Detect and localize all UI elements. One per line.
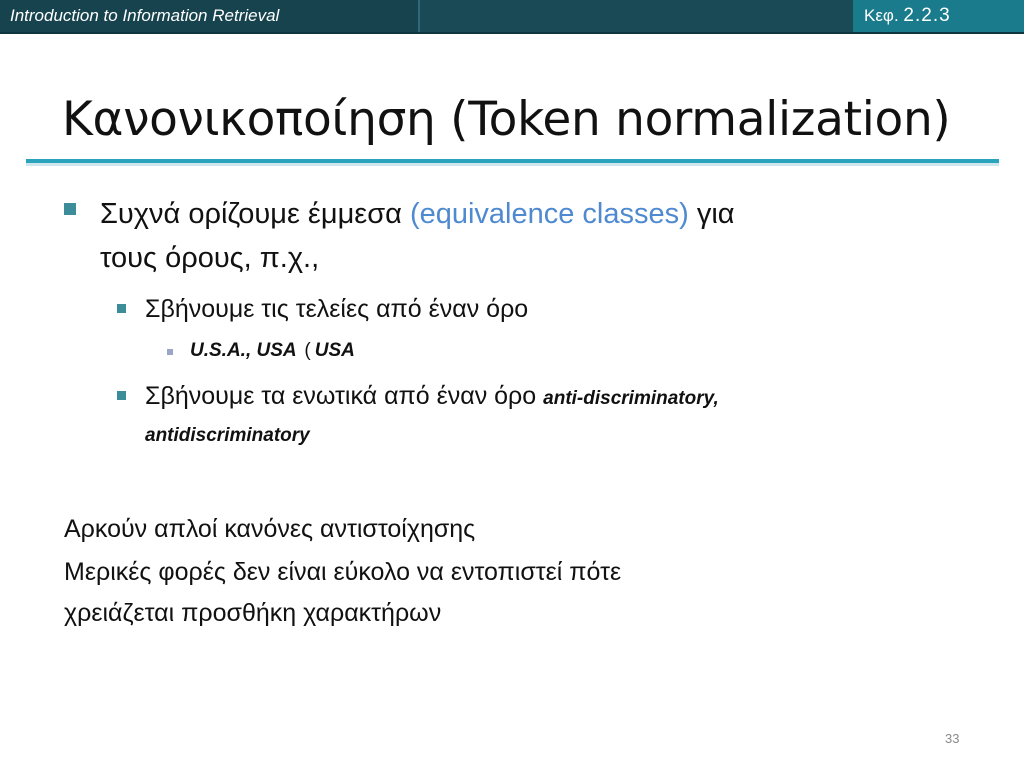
subsub-bullet-1 — [190, 340, 355, 362]
slide-title: Κανονικοποίηση (Token normalization) — [62, 92, 951, 147]
sub-bullet-2-text: Σβήνουμε τα ενωτικά από έναν όρο — [145, 382, 537, 410]
title-underline-shadow — [26, 163, 999, 166]
page-number: 33 — [945, 731, 960, 746]
header-divider — [418, 0, 420, 32]
sub-bullet-2-example2: antidiscriminatory — [145, 425, 310, 446]
header-bar — [0, 0, 1024, 34]
sub-bullet-square-icon — [117, 304, 126, 313]
bullet-1-text: Συχνά ορίζουμε έμμεσα — [100, 198, 402, 230]
sub-bullet-square-icon — [117, 391, 126, 400]
plain-line-2: Μερικές φορές δεν είναι εύκολο να εντοπιστεί πότε — [64, 558, 622, 586]
example-right: USA — [314, 340, 355, 361]
bullet-1 — [100, 192, 920, 280]
bullet-1-line2: τους όρους, π.χ., — [100, 242, 320, 274]
course-title: Introduction to Information Retrieval — [10, 6, 280, 25]
bullet-square-icon — [64, 203, 76, 215]
mapping-symbol: ( — [300, 340, 311, 361]
section-prefix: Κεφ. — [864, 6, 899, 25]
sub-bullet-2 — [145, 379, 719, 416]
sub-bullet-2-example1: anti-discriminatory, — [543, 388, 719, 409]
bullet-1-text-after: για — [696, 198, 735, 230]
section-label — [864, 5, 951, 27]
example-left: U.S.A., USA — [190, 340, 297, 361]
section-number: 2.2.3 — [903, 5, 951, 26]
sub-bullet-2-line2 — [145, 416, 310, 453]
sub-bullet-1: Σβήνουμε τις τελείες από έναν όρο — [145, 295, 529, 323]
plain-line-3: χρειάζεται προσθήκη χαρακτήρων — [64, 599, 442, 627]
bullet-1-accent: (equivalence classes) — [409, 198, 689, 230]
subsub-bullet-square-icon — [167, 349, 173, 355]
plain-line-1: Αρκούν απλοί κανόνες αντιστοίχησης — [64, 515, 476, 543]
